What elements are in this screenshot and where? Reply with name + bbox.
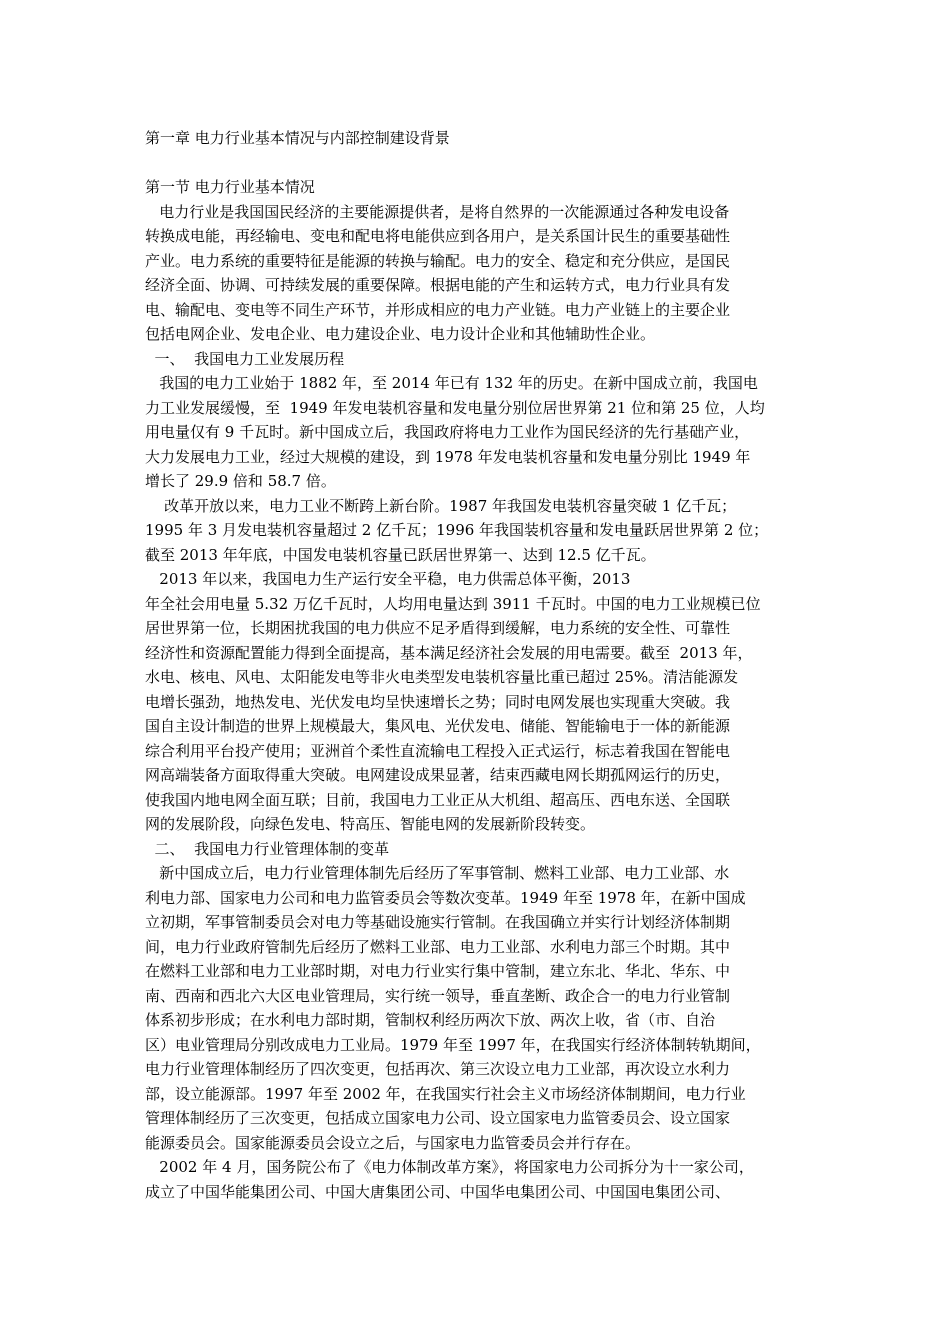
- paragraph-line: 电力行业是我国国民经济的主要能源提供者，是将自然界的一次能源通过各种发电设备: [145, 202, 730, 221]
- chapter-title: 第一章 电力行业基本情况与内部控制建设背景: [145, 129, 450, 147]
- paragraph-line: 综合利用平台投产使用；亚洲首个柔性直流输电工程投入正式运行，标志着我国在智能电: [145, 741, 731, 760]
- paragraph-line: 网高端装备方面取得重大突破。电网建设成果显著，结束西藏电网长期孤网运行的历史，: [145, 766, 731, 784]
- paragraph-line: 年全社会用电量 5.32 万亿千瓦时，人均用电量达到 3911 千瓦时。中国的电力工业规模已位: [145, 594, 761, 613]
- paragraph-line: 改革开放以来，电力工业不断跨上新台阶。1987 年我国发电装机容量突破 1 亿千瓦；: [145, 496, 737, 515]
- paragraph-line: 力工业发展缓慢，至 1949 年发电装机容量和发电量分别位居世界第 21 位和第 25 位，人均: [145, 398, 765, 417]
- paragraph: [145, 371, 813, 494]
- paragraph-line: 部，设立能源部。1997 年至 2002 年，在我国实行社会主义市场经济体制期间，电力行业: [145, 1084, 746, 1103]
- paragraph-line: 立初期，军事管制委员会对电力等基础设施实行管制。在我国确立并实行计划经济体制期: [145, 913, 731, 931]
- paragraph-line: 国自主设计制造的世界上规模最大，集风电、光伏发电、储能、智能输电于一体的新能源: [145, 717, 731, 735]
- paragraph-line: 南、西南和西北六大区电业管理局，实行统一领导，垂直垄断、政企合一的电力行业管制: [145, 986, 731, 1005]
- paragraph-line: 2002 年 4 月，国务院公布了《电力体制改革方案》，将国家电力公司拆分为十一家公司，: [145, 1158, 754, 1176]
- paragraph-line: 电增长强劲，地热发电、光伏发电均呈快速增长之势；同时电网发展也实现重大突破。我: [145, 692, 731, 711]
- paragraph-line: 大力发展电力工业，经过大规模的建设，到 1978 年发电装机容量和发电量分别比 1949 年: [145, 447, 751, 466]
- paragraph-line: 成立了中国华能集团公司、中国大唐集团公司、中国华电集团公司、中国国电集团公司、: [145, 1182, 731, 1201]
- paragraph-line: 网的发展阶段，向绿色发电、特高压、智能电网的发展新阶段转变。: [145, 815, 596, 833]
- paragraph-line: 能源委员会。国家能源委员会设立之后，与国家电力监管委员会并行存在。: [145, 1133, 641, 1152]
- paragraph: [145, 567, 813, 837]
- paragraph-line: 包括电网企业、发电企业、电力建设企业、电力设计企业和其他辅助性企业。: [145, 325, 656, 343]
- paragraph: [145, 1155, 813, 1204]
- paragraph-line: 水电、核电、风电、太阳能发电等非火电类型发电装机容量比重已超过 25%。清洁能源发: [145, 668, 739, 686]
- paragraph-line: 使我国内地电网全面互联；目前，我国电力工业正从大机组、超高压、西电东送、全国联: [145, 790, 731, 809]
- paragraph-line: 在燃料工业部和电力工业部时期，对电力行业实行集中管制，建立东北、华北、华东、中: [145, 962, 731, 980]
- paragraph-line: 体系初步形成；在水利电力部时期，管制权利经历两次下放、两次上收，省（市、自治: [145, 1011, 716, 1029]
- paragraph-line: 转换成电能，再经输电、变电和配电将电能供应到各用户，是关系国计民生的重要基础性: [145, 227, 731, 245]
- section-title: 第一节 电力行业基本情况: [145, 178, 315, 196]
- paragraph-line: 区）电业管理局分别改成电力工业局。1979 年至 1997 年，在我国实行经济体制转轨期间，: [145, 1035, 761, 1054]
- paragraph-line: 新中国成立后，电力行业管理体制先后经历了军事管制、燃料工业部、电力工业部、水: [145, 864, 730, 882]
- paragraph-line: 用电量仅有 9 千瓦时。新中国成立后，我国政府将电力工业作为国民经济的先行基础产业，: [145, 423, 750, 441]
- paragraph-line: 2013 年以来，我国电力生产运行安全平稳，电力供需总体平衡，2013: [145, 570, 631, 588]
- paragraph-line: 经济性和资源配置能力得到全面提高，基本满足经济社会发展的用电需要。截至 2013 年，: [145, 643, 753, 662]
- paragraph-line: 居世界第一位，长期困扰我国的电力供应不足矛盾得到缓解，电力系统的安全性、可靠性: [145, 619, 731, 637]
- paragraph-line: 增长了 29.9 倍和 58.7 倍。: [145, 472, 336, 490]
- paragraph: [145, 861, 813, 1155]
- document-page: [145, 126, 813, 1204]
- paragraph-line: 产业。电力系统的重要特征是能源的转换与输配。电力的安全、稳定和充分供应，是国民: [145, 251, 731, 270]
- paragraph-line: 1995 年 3 月发电装机容量超过 2 亿千瓦；1996 年我国装机容量和发电量跃居世界第 2 位；: [145, 521, 769, 539]
- paragraph-line: 间，电力行业政府管制先后经历了燃料工业部、电力工业部、水利电力部三个时期。其中: [145, 937, 731, 956]
- paragraph-line: 电力行业管理体制经历了四次变更，包括再次、第三次设立电力工业部，再次设立水利力: [145, 1060, 731, 1078]
- paragraph-line: 我国的电力工业始于 1882 年，至 2014 年已有 132 年的历史。在新中国成立前，我国电: [145, 374, 758, 392]
- paragraph-line: 电、输配电、变电等不同生产环节，并形成相应的电力产业链。电力产业链上的主要企业: [145, 300, 731, 319]
- document-body: [145, 200, 813, 1205]
- paragraph-line: 截至 2013 年年底，中国发电装机容量已跃居世界第一、达到 12.5 亿千瓦。: [145, 545, 656, 564]
- sub-heading: 二、 我国电力行业管理体制的变革: [145, 839, 390, 858]
- sub-heading: 一、 我国电力工业发展历程: [145, 349, 345, 368]
- paragraph-line: 经济全面、协调、可持续发展的重要保障。根据电能的产生和运转方式，电力行业具有发: [145, 276, 731, 294]
- paragraph-line: 利电力部、国家电力公司和电力监管委员会等数次变革。1949 年至 1978 年，在新中国成: [145, 888, 746, 907]
- paragraph: [145, 200, 813, 347]
- paragraph: [145, 494, 813, 568]
- paragraph-line: 管理体制经历了三次变更，包括成立国家电力公司、设立国家电力监管委员会、设立国家: [145, 1109, 731, 1127]
